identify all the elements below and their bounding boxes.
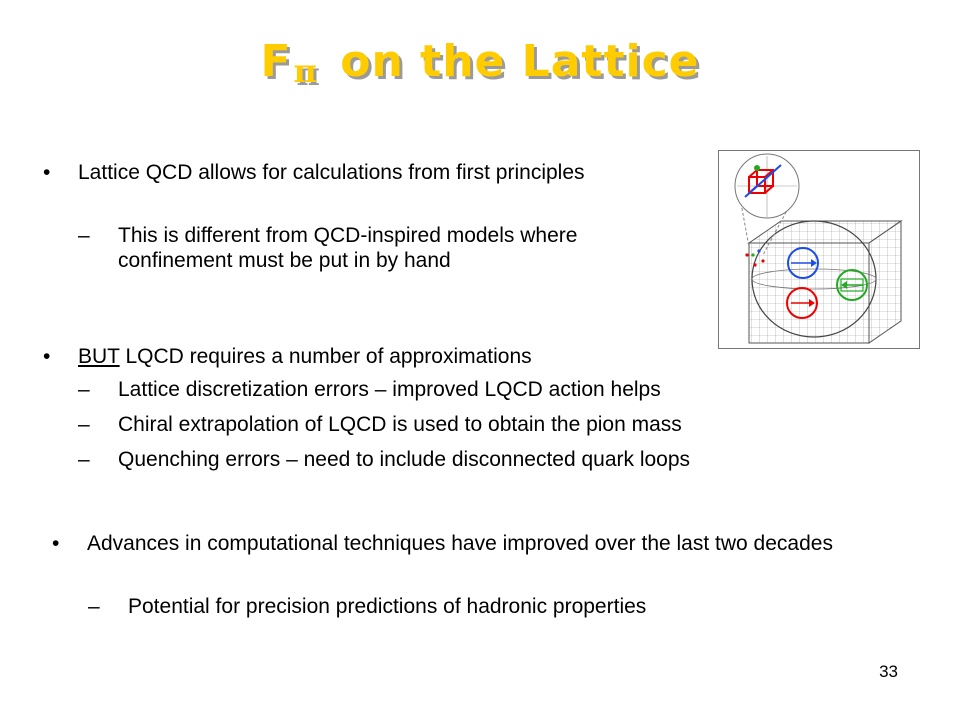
red-dot	[753, 263, 756, 266]
bullet-2-sub-3-text: Quenching errors – need to include disconnected quark loops	[118, 448, 691, 471]
bullet-2-sub-1	[78, 377, 918, 402]
bullet-2-sub-2-text: Chiral extrapolation of LQCD is used to obtain the pion mass	[118, 413, 682, 436]
dash-marker: –	[78, 448, 90, 471]
bullet-1-sub	[78, 223, 678, 273]
red-dot	[761, 259, 764, 262]
green-dot	[751, 253, 754, 256]
title-pi-symbol: π	[293, 52, 318, 90]
but-emphasis: BUT	[78, 345, 120, 368]
title-rest: on the Lattice	[340, 36, 700, 87]
dash-marker: –	[78, 413, 90, 436]
dash-marker: –	[78, 224, 90, 247]
lattice-diagram	[719, 151, 919, 348]
bullet-2-sub-2	[78, 412, 918, 437]
dash-marker: –	[88, 595, 100, 618]
bullet-1	[43, 160, 668, 185]
bullet-1-text: Lattice QCD allows for calculations from first principles	[78, 161, 585, 184]
bullet-3-sub-text: Potential for precision predictions of hadronic properties	[128, 595, 647, 618]
bullet-marker: •	[43, 161, 51, 184]
red-dot	[745, 253, 748, 256]
bullet-2	[43, 344, 778, 369]
dash-marker: –	[78, 378, 90, 401]
bullet-3	[52, 531, 887, 556]
blue-dot	[757, 249, 760, 252]
bullet-2-text: LQCD requires a number of approximations	[119, 345, 532, 368]
title-f: F	[260, 36, 292, 87]
slide-title	[0, 36, 960, 90]
inset-green-dot	[754, 165, 760, 171]
lattice-figure	[718, 150, 920, 349]
bullet-marker: •	[52, 532, 60, 555]
bullet-2-sub-1-text: Lattice discretization errors – improved LQCD action helps	[118, 378, 661, 401]
bullet-3-text: Advances in computational techniques have improved over the last two decades	[87, 532, 833, 555]
bullet-3-sub	[88, 594, 908, 619]
bullet-1-sub-text: This is different from QCD-inspired models where confinement must be put in by hand	[118, 224, 578, 272]
page-number: 33	[879, 662, 898, 681]
cube-front-face	[749, 243, 869, 343]
bullet-2-sub-3	[78, 447, 918, 472]
bullet-marker: •	[43, 345, 51, 368]
